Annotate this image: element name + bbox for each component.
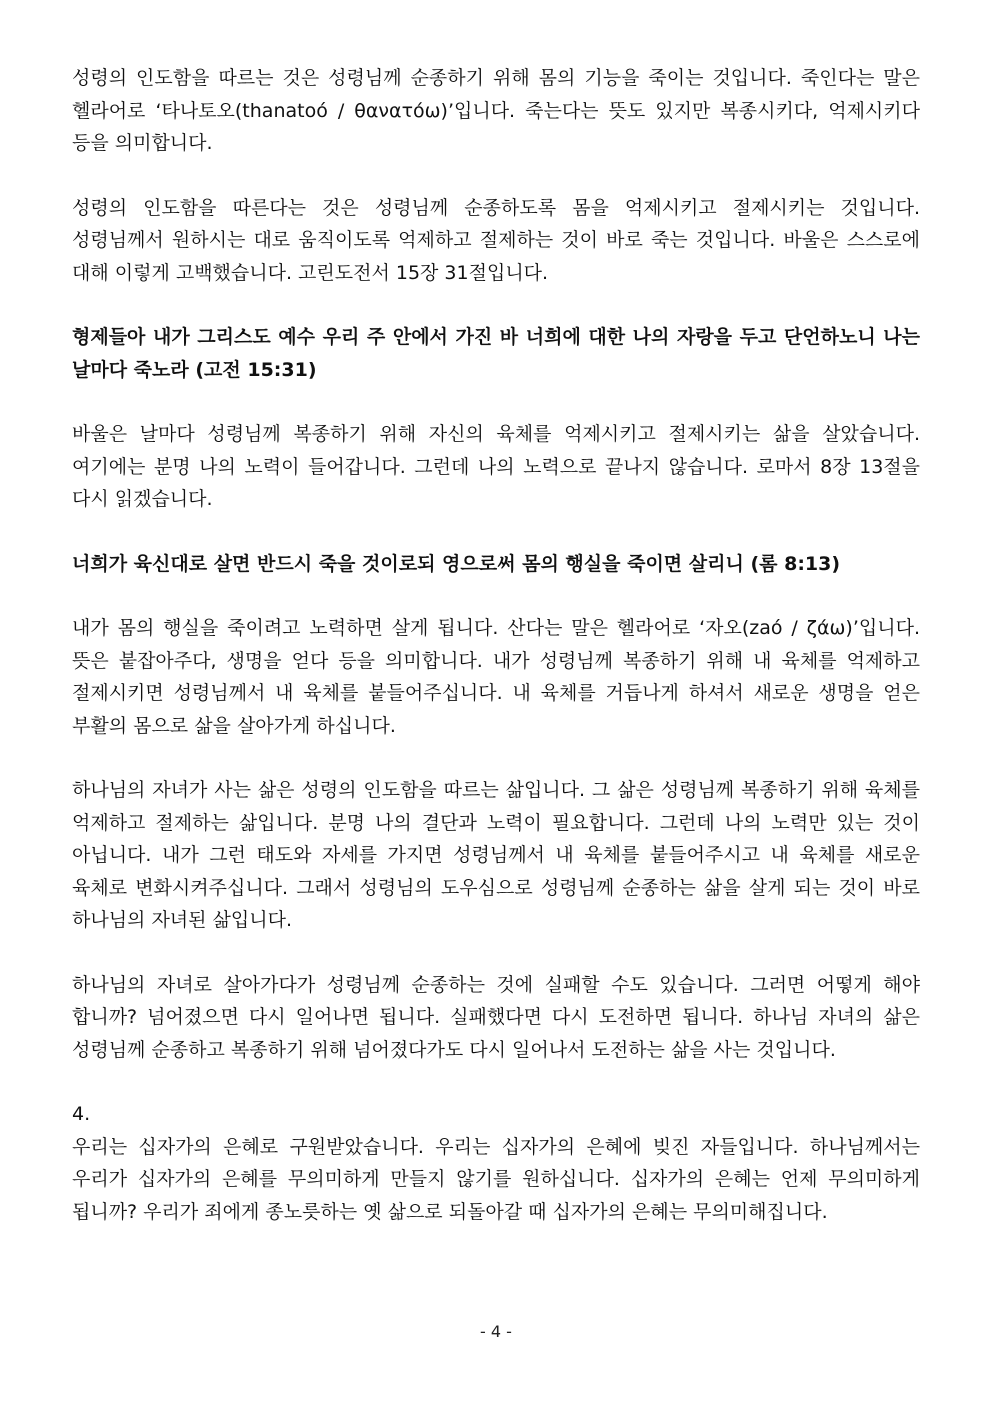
paragraph-failure: 하나님의 자녀로 살아가다가 성령님께 순종하는 것에 실패할 수도 있습니다. 그러면 어떻게 해야 합니까? 넘어졌으면 다시 일어나면 됩니다. 실패했다면 다시 도전하면 됩니다. 하나님 자녀의 삶은 성령님께 순종하고 복종하기 위해 넘어졌다가도 다시 일어나서 도전하는 삶을 사는 것입니다. [72, 973, 920, 1061]
paragraph-spirit-guidance: 성령의 인도함을 따른다는 것은 성령님께 순종하도록 몸을 억제시키고 절제시키는 것입니다. 성령님께서 원하시는 대로 움직이도록 억제하고 절제하는 것이 바로 죽는 것입니다. 바울은 스스로에 대해 이렇게 고백했습니다. 고린도전서 15장 31절입니다. [72, 196, 920, 284]
paragraph-paul-daily: 바울은 날마다 성령님께 복종하기 위해 자신의 육체를 억제시키고 절제시키는 삶을 살았습니다. 여기에는 분명 나의 노력이 들어갑니다. 그런데 나의 노력으로 끝나지 않습니다. 로마서 8장 13절을 다시 읽겠습니다. [72, 423, 920, 510]
paragraph-thanatoo: 성령의 인도함을 따르는 것은 성령님께 순종하기 위해 몸의 기능을 죽이는 것입니다. 죽인다는 말은 헬라어로 ‘타나토오(thanatoó / θανατόω)’입니다. 죽는다는 뜻도 있지만 복종시키다, 억제시키다 등을 의미합니다. [72, 67, 920, 154]
verse-1-corinthians-15-31: 형제들아 내가 그리스도 예수 우리 주 안에서 가진 바 너희에 대한 나의 자랑을 두고 단언하노니 나는 날마다 죽노라 (고전 15:31) [72, 326, 920, 381]
document-page [72, 62, 920, 1228]
verse-romans-8-13: 너희가 육신대로 살면 반드시 죽을 것이로되 영으로써 몸의 행실을 죽이면 살리니 (롬 8:13) [72, 552, 841, 575]
section-number: 4. [72, 1103, 91, 1125]
paragraph-grace-of-cross: 우리는 십자가의 은혜로 구원받았습니다. 우리는 십자가의 은혜에 빚진 자들입니다. 하나님께서는 우리가 십자가의 은혜를 무의미하게 만들지 않기를 원하십니다. 십자가의 은혜는 언제 무의미하게 됩니까? 우리가 죄에게 종노릇하는 옛 삶으로 되돌아갈 때 십자가의 은혜는 무의미해집니다. [72, 1135, 920, 1223]
paragraph-children-of-god: 하나님의 자녀가 사는 삶은 성령의 인도함을 따르는 삶입니다. 그 삶은 성령님께 복종하기 위해 육체를 억제하고 절제하는 삶입니다. 분명 나의 결단과 노력이 필요합니다. 그런데 나의 노력만 있는 것이 아닙니다. 내가 그런 태도와 자세를 가지면 성령님께서 내 육체를 붙들어주시고 내 육체를 새로운 육체로 변화시켜주십니다. 그래서 성령님의 도우심으로 성령님께 순종하는 삶을 살게 되는 것이 바로 하나님의 자녀된 삶입니다. [72, 779, 920, 931]
page-number: - 4 - [480, 1322, 512, 1341]
paragraph-zao: 내가 몸의 행실을 죽이려고 노력하면 살게 됩니다. 산다는 말은 헬라어로 ‘자오(zaó / ζάω)’입니다. 뜻은 붙잡아주다, 생명을 얻다 등을 의미합니다. 내가 성령님께 복종하기 위해 내 육체를 억제하고 절제시키면 성령님께서 내 육체를 붙들어주십니다. 내 육체를 거듭나게 하셔서 새로운 생명을 얻은 부활의 몸으로 삶을 살아가게 하십니다. [72, 617, 920, 737]
